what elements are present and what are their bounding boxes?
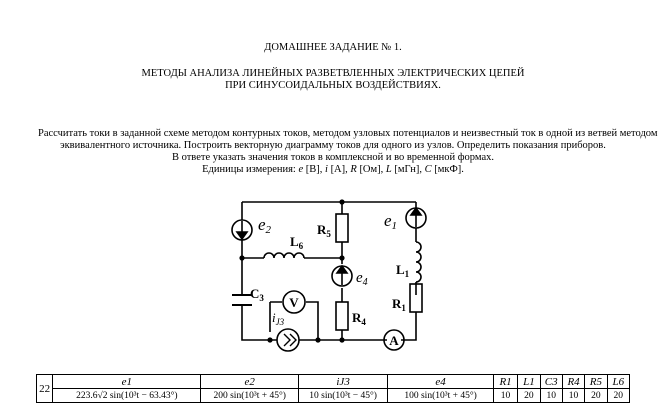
junction-dots [239, 199, 344, 342]
value-r4: 10 [562, 389, 584, 403]
task-text-line-2: эквивалентного источника. Построить векторную диаграмму токов для одного из узлов. Определить показания приборов. [60, 140, 606, 151]
subtitle-line-2: ПРИ СИНУСОИДАЛЬНЫХ ВОЗДЕЙСТВИЯХ. [225, 80, 441, 91]
header-e2: e2 [201, 375, 298, 389]
label-r4: $R_4$ [352, 310, 366, 327]
label-ij3: $i_{J3}$ [272, 310, 285, 327]
source-e4-symbol [332, 266, 352, 286]
units-i-unit: [А], [327, 164, 351, 175]
resistor-r5 [336, 214, 348, 242]
capacitor-c3 [232, 295, 252, 305]
value-e4: 100 sin(10³t + 45°) [388, 389, 494, 403]
units-R-unit: [Ом], [356, 164, 386, 175]
table-header-row [37, 375, 630, 389]
label-r5: $R_5$ [317, 222, 331, 239]
label-e4: $e_4$ [356, 270, 368, 288]
label-c3: $C_3$ [250, 286, 264, 303]
value-e1: 223.6√2 sin(10³t − 63.43°) [53, 389, 201, 403]
label-l1: $L_1$ [396, 262, 410, 279]
parameters-table [36, 374, 630, 403]
variant-number: 22 [37, 375, 53, 403]
source-e2-symbol [232, 220, 252, 240]
table-row [37, 389, 630, 403]
task-text-line-1: Рассчитать токи в заданной схеме методом контурных токов, методом узловых потенциалов и неизвестный ток в одной из ветвей методом [38, 128, 658, 139]
subtitle-line-1: МЕТОДЫ АНАЛИЗА ЛИНЕЙНЫХ РАЗВЕТВЛЕННЫХ ЭЛЕКТРИЧЕСКИХ ЦЕПЕЙ [141, 68, 525, 79]
header-r5: R5 [585, 375, 607, 389]
label-r1: $R_1$ [392, 296, 406, 313]
header-r1: R1 [493, 375, 517, 389]
label-l6: $L_6$ [290, 234, 304, 251]
resistor-r4 [336, 302, 348, 330]
value-e2: 200 sin(10³t + 45°) [201, 389, 298, 403]
task-text-line-3: В ответе указать значения токов в комплексной и во временной формах. [171, 152, 495, 163]
header-e4: e4 [388, 375, 494, 389]
page-title: ДОМАШНЕЕ ЗАДАНИЕ № 1. [264, 42, 402, 53]
units-L-unit: [мГн], [391, 164, 425, 175]
inductor-l1 [416, 242, 421, 282]
value-l1: 20 [518, 389, 540, 403]
circuit-diagram [200, 190, 440, 362]
units-L-symbol: L [385, 164, 392, 175]
units-prefix: Единицы измерения: [202, 164, 299, 175]
units-e-symbol: e [298, 164, 304, 175]
value-r1: 10 [493, 389, 517, 403]
label-voltmeter: V [289, 295, 299, 310]
value-c3: 10 [540, 389, 562, 403]
current-source-j3-symbol [277, 329, 299, 351]
header-ij3: iJ3 [298, 375, 387, 389]
units-C-unit: [мкФ]. [431, 164, 464, 175]
units-R-symbol: R [350, 164, 357, 175]
label-e2: e2 [258, 215, 272, 236]
value-l6: 20 [607, 389, 629, 403]
header-l1: L1 [518, 375, 540, 389]
units-line [0, 164, 666, 176]
units-C-symbol: C [424, 164, 432, 175]
header-l6: L6 [607, 375, 629, 389]
value-r5: 20 [585, 389, 607, 403]
units-e-unit: [В], [303, 164, 326, 175]
header-r4: R4 [562, 375, 584, 389]
header-c3: C3 [540, 375, 562, 389]
label-ammeter: A [389, 333, 399, 348]
label-e1: e1 [384, 211, 398, 232]
inductor-l6 [264, 253, 304, 258]
units-i-symbol: i [325, 164, 328, 175]
value-ij3: 10 sin(10³t − 45°) [298, 389, 387, 403]
source-e1-symbol [406, 208, 426, 228]
header-e1: e1 [53, 375, 201, 389]
